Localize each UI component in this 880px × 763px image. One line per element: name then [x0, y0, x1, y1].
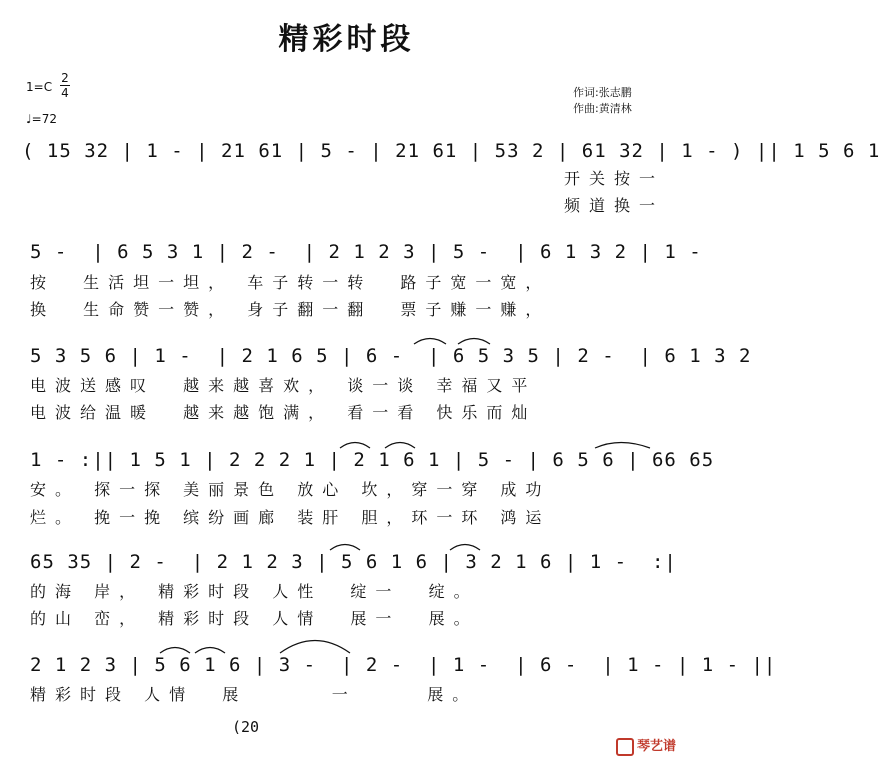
score-line-3: 5 3 5 6 | 1 - | 2 1 6 5 | 6 - | 6 5 3 5 | 2 - | 6 1 3 2 — [30, 345, 752, 367]
song-title: 精彩时段 — [278, 22, 415, 57]
slur-mark — [195, 648, 225, 654]
lyric-line-4b: 烂。 挽一挽 缤纷画廊 装肝 胆，环一环 鸿运 — [30, 508, 551, 527]
watermark-logo-icon — [616, 738, 634, 756]
lyric-line-3b: 电波给温暖 越来越饱满， 看一看 快乐而灿 — [30, 403, 537, 422]
tempo-value: =72 — [31, 112, 57, 126]
score-line-4: 1 - :|| 1 5 1 | 2 2 2 1 | 2 1 6 1 | 5 - | 6 5 6 | 66 65 — [30, 449, 715, 471]
watermark-text: 琴艺谱 — [637, 739, 677, 754]
lyric-line-5b: 的山 峦， 精彩时段 人情 展一 展。 — [30, 609, 479, 628]
score-line-1: ( 15 32 | 1 - | 21 61 | 5 - | 21 61 | 53 2 | 61 32 | 1 - ) || 1 5 6 1 — [22, 140, 880, 162]
slur-mark — [458, 339, 490, 345]
lyric-line-2a: 按 生活坦一坦， 车子转一转 路子宽一宽， — [30, 273, 551, 292]
slur-mark — [385, 443, 415, 449]
score-line-2: 5 - | 6 5 3 1 | 2 - | 2 1 2 3 | 5 - | 6 1 3 2 | 1 - — [30, 241, 702, 263]
lyric-line-4a: 安。 探一探 美丽景色 放心 坎，穿一穿 成功 — [30, 480, 551, 499]
time-signature-top: 2 — [61, 71, 69, 85]
key-signature: 1=C — [26, 80, 53, 94]
footer-text: (20 — [232, 718, 260, 736]
slur-mark — [595, 443, 650, 449]
lyric-line-1b: 频道换一 — [564, 196, 665, 215]
site-watermark — [616, 735, 686, 757]
score-line-6: 2 1 2 3 | 5 6 1 6 | 3 - | 2 - | 1 - | 6 - | 1 - | 1 - || — [30, 654, 777, 676]
score-line-5: 65 35 | 2 - | 2 1 2 3 | 5 6 1 6 | 3 2 1 6 | 1 - :| — [30, 551, 677, 573]
slur-mark — [280, 641, 350, 654]
slur-mark — [414, 339, 446, 345]
time-signature-bottom: 4 — [61, 86, 69, 100]
lyric-line-2b: 换 生命赞一赞， 身子翻一翻 票子赚一赚， — [30, 300, 551, 319]
slur-mark — [160, 648, 190, 654]
lyricist-credit: 作词:张志鹏 — [573, 86, 632, 99]
slur-mark — [450, 545, 480, 551]
composer-credit: 作曲:黄清林 — [573, 102, 632, 115]
quarter-note-icon: ♩ — [26, 112, 32, 126]
lyric-line-5a: 的海 岸， 精彩时段 人性 绽一 绽。 — [30, 582, 479, 601]
lyric-line-3a: 电波送感叹 越来越喜欢， 谈一谈 幸福又平 — [30, 376, 537, 395]
lyric-line-6a: 精彩时段 人情 展 一 展。 — [30, 685, 478, 704]
lyric-line-1a: 开关按一 — [564, 169, 665, 188]
slur-mark — [340, 443, 370, 449]
slur-mark — [330, 545, 360, 551]
